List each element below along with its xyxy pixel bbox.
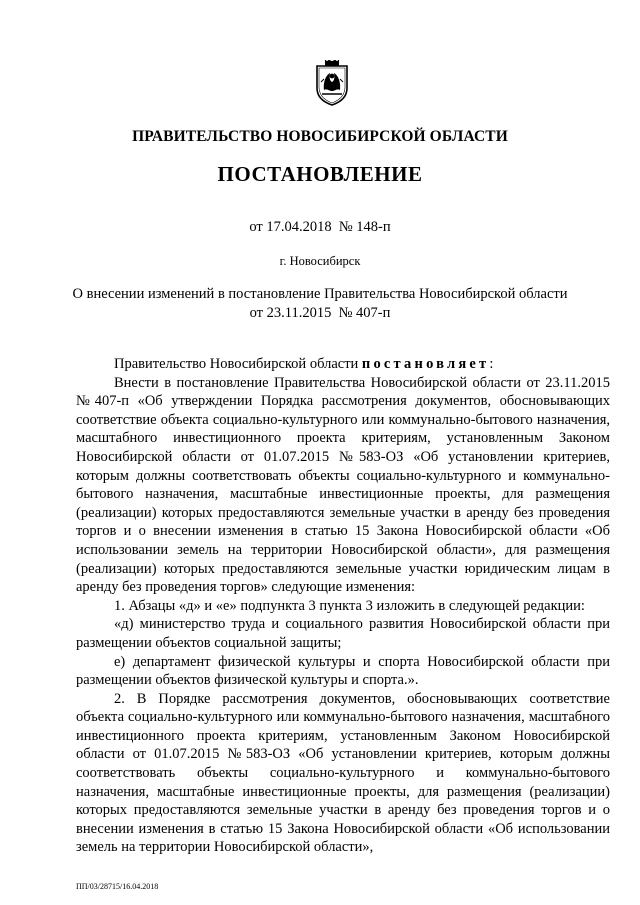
intro-paragraph	[76, 355, 610, 374]
intro-text: Правительство Новосибирской области	[114, 356, 362, 372]
paragraph-item-2: 2. В Порядке рассмотрения документов, обосновывающих соответствие объекта социально-культурного или коммунально-бытового назначения, масштабного инвестиционного проекта критериям, установленным Законом Новосибирской области от 01.07.2015 №583-ОЗ «Об установлении критериев, которым должны соответствовать объекты социально-культурного и коммунально-бытового назначения, масштабные инвестиционные проекты, для размещения (реализации) которых предоставляются земельные участки в аренду без проведения торгов и о внесении изменения в статью 15 Закона Новосибирской области «Об использовании земель на территории Новосибирской области»,	[76, 690, 610, 856]
document-subject	[0, 285, 640, 323]
paragraph-amend: Внести в постановление Правительства Новосибирской области от 23.11.2015 №407-п «Об утверждении Порядка рассмотрения документов, обосновывающих соответствие объекта социально-культурного или коммунально-бытового назначения, масштабного инвестиционного проекта критериям, установленным Законом Новосибирской области от 01.07.2015 №583-ОЗ «Об установлении критериев, которым должны соответствовать объекты социально-культурного и коммунально-бытового назначения, масштабные инвестиционные проекты, для размещения (реализации) которых предоставляются земельные участки в аренду без проведения торгов и о внесении изменения в статью 15 Закона Новосибирской области «Об использовании земель на территории Новосибирской области», для размещения (реализации) которых предоставляются земельные участки юридическим лицам в аренду без проведения торгов» следующие изменения:	[76, 374, 610, 596]
date-and-number: от 17.04.2018 № 148-п	[249, 219, 391, 235]
intro-colon: :	[489, 356, 494, 372]
document-body	[76, 355, 610, 857]
document-type: ПОСТАНОВЛЕНИЕ	[217, 162, 423, 186]
government-title: ПРАВИТЕЛЬСТВО НОВОСИБИРСКОЙ ОБЛАСТИ	[132, 128, 508, 145]
paragraph-item-1: 1. Абзацы «д» и «е» подпункта 3 пункта 3 изложить в следующей редакции:	[114, 597, 585, 614]
novosibirsk-coat-of-arms-icon	[315, 60, 349, 106]
resolves-word: постановляет	[361, 356, 490, 372]
subject-line-1: О внесении изменений в постановление Правительства Новосибирской области	[72, 286, 568, 302]
document-code: ПП/03/28715/16.04.2018	[76, 882, 159, 891]
place-of-issue: г. Новосибирск	[279, 254, 361, 268]
paragraph-item-e: е) департамент физической культуры и спорта Новосибирской области при размещении объектов физической культуры и спорта.».	[76, 653, 610, 689]
paragraph-item-d: «д) министерство труда и социального развития Новосибирской области при размещении объектов социальной защиты;	[76, 616, 610, 651]
subject-line-2: от 23.11.2015 № 407-п	[249, 305, 391, 321]
